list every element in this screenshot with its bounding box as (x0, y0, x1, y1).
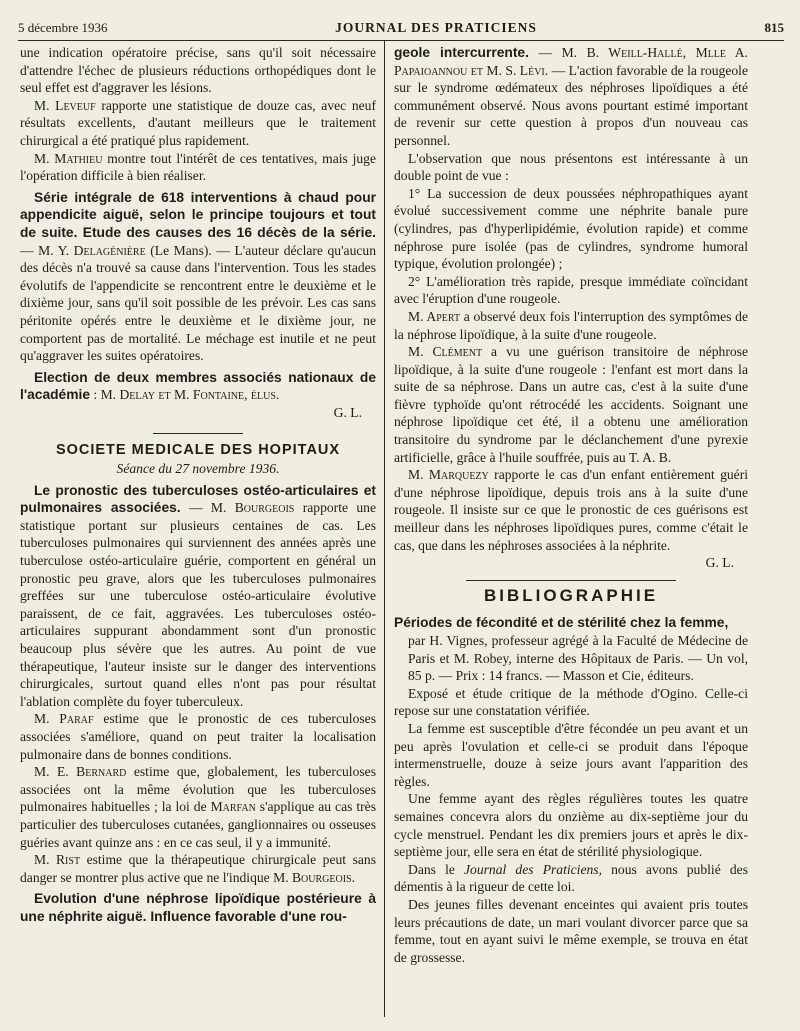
book-title: Périodes de fécondité et de stérilité chez la femme, (394, 615, 729, 631)
author-name: M. Rist (34, 852, 81, 868)
author-name: M. E. Bernard (34, 764, 127, 780)
paragraph (394, 308, 748, 343)
paragraph-text: a vu une guérison transitoire de néphrose lipoïdique, à la suite d'une rougeole : l'enfant est mort dans la suite de sa néphrose. Dans un autre cas, c'est à la suite d'une fièvre typhoïde qu'ont rétrocédé les accidents. Soignant une néphrose lipoïdique cet été, il a obtenu une amélioration transitoire du syndrome par le déclanchement d'une pyrexie artificielle, grâce à l'huile souffrée, puis au T. A. B. (394, 344, 748, 465)
column-divider (384, 40, 385, 1017)
paragraph-text: estime que le pronostic de ces tuberculoses associées s'améliore, quand on peut traiter la localisation pulmonaire dans de bonnes conditions. (20, 711, 376, 762)
right-column (394, 44, 748, 1023)
article-evolution (20, 890, 376, 925)
article-title: Le pronostic des tuberculoses ostéo-articulaires et pulmonaires associées. (20, 482, 376, 516)
paragraph (394, 466, 748, 554)
running-header (18, 14, 784, 41)
paragraph-text: : M. Delay et M. Fontaine, élus. (90, 387, 280, 403)
author-name: Marfan (210, 799, 256, 815)
section-session: Séance du 27 novembre 1936. (116, 461, 280, 477)
signoff: G. L. (705, 555, 734, 571)
author-name: M. Bourgeois. (273, 869, 356, 885)
paragraph-text: rapporte une statistique portant sur plusieurs centaines de cas. Les tuberculoses pulmonaires qui surviennent des années après une tuberculose ostéo-articulaire guérie, comportent en général un pronostic peu grave, alors que les tuberculoses pulmonaires greffées sur une tuberculose ostéo-articulaire évolutive paraissent, de ce fait, aggravées. Les tuberculoses ostéo-articulaires suppurant abondamment sont d'un pronostic beaucoup plus sévère que les autres. Au point de vue thérapeutique, l'auteur insiste sur le danger des interventions chirurgicales, surtout quand elles n'ont pas pour résultat l'ablation complète du foyer tuberculeux. (20, 500, 376, 709)
author-name: M. Clément (408, 344, 483, 360)
paragraph-text: estime que la thérapeutique chirurgicale peut sans danger se montrer plus active que ne l'indique (20, 852, 376, 885)
author-name: M. Mathieu (34, 150, 103, 166)
paragraph-text: rapporte le cas d'un enfant entièrement guéri d'une néphrose lipoïdique, depuis trois ans à la suite d'une rougeole. Il insiste sur ce que le pronostic de ces guérisons est meilleur dans les néphroses lipoïdiques pures, comme c'était le cas, que dans les néphroses associées à la néphrite. (394, 467, 748, 553)
paragraph: L'observation que nous présentons est intéressante à un double point de vue : (394, 150, 748, 184)
paragraph: une indication opératoire précise, sans qu'il soit nécessaire d'attendre l'échec de plusieurs réductions orthopédiques dont le seul effet est d'aggraver les lésions. (20, 45, 376, 96)
paragraph-text: montre tout l'intérêt de ces tentatives, mais juge l'opération difficile à bien réaliser. (20, 150, 376, 184)
paragraph (394, 343, 748, 466)
article-continuation (394, 44, 748, 150)
author-name: — M. B. Weill-Hallé, Mlle A. Papaioannou et M. S. Lévi. (394, 45, 748, 78)
paragraph (20, 150, 376, 185)
article-title: Election de deux membres associés nationaux de l'académie (20, 369, 376, 403)
section-rule (466, 580, 676, 581)
article-serie (20, 189, 376, 365)
author-name: — M. Y. Delagénière (20, 242, 146, 258)
paragraph-text: rapporte une statistique de douze cas, avec neuf résultats excellents, d'autant meilleurs que le traitement chirurgical a été pratiqué plus rapidement. (20, 97, 376, 148)
author-name: M. Leveuf (34, 97, 96, 113)
book-reference: par H. Vignes, professeur agrégé à la Faculté de Médecine de Paris et M. Robey, interne des Hôpitaux de Paris. — Un vol, 85 p. — Prix : 14 francs. — Masson et Cie, éditeurs. (408, 633, 748, 684)
journal-reference: Journal des Praticiens, (464, 861, 602, 877)
paragraph (20, 763, 376, 851)
section-rule (153, 433, 243, 434)
author-name: — M. Bourgeois (180, 500, 295, 516)
section-title: SOCIETE MEDICALE DES HOPITAUX (55, 442, 341, 459)
paragraph (20, 97, 376, 150)
header-date: 5 décembre 1936 (18, 20, 108, 35)
paragraph-text: s'applique au cas très particulier des tuberculoses cutanées, ganglionnaires ou osseuses guéries avant quinze ans : en ce cas seul, il y a immunité. (20, 799, 376, 850)
paragraph-text: a observé deux fois l'interruption des symptômes de la néphrose lipoïdique, à la suite d'une rougeole. (394, 308, 748, 342)
paragraph: La femme est susceptible d'être fécondée un peu avant et un peu après l'ovulation et celle-ci se produit dans l'époque intermenstruelle, douze à seize jours avant l'apparition des règles. (394, 720, 748, 789)
author-name: M. Marquezy (408, 467, 489, 483)
header-journal-title: JOURNAL DES PRATICIENS (335, 20, 537, 35)
bibliography-title: BIBLIOGRAPHIE (483, 585, 659, 605)
paragraph (394, 861, 748, 896)
paragraph: 1° La succession de deux poussées néphropathiques ayant évolué successivement comme une néphrite banale pure (cylindres, pas d'hyperlipidémie, évolution rapide) et comme néphrose pure isolée (pas de cylindres, syndrome humoral typique, évolution prolongée) ; (394, 185, 748, 272)
paragraph: Une femme ayant des règles régulières toutes les quatre semaines concevra alors du onzième au dix-septième jour du cycle menstruel. Pendant les dix premiers jours et après le dix-septième jour, elle sera en état de stérilité physiologique. (394, 791, 748, 860)
article-election (20, 369, 376, 404)
paragraph-text: Dans le (408, 861, 465, 877)
article-title: geole intercurrente. (394, 45, 529, 60)
paragraph (20, 851, 376, 886)
left-column (20, 44, 376, 1023)
article-prognostic (20, 482, 376, 711)
paragraph-text: — L'action favorable de la rougeole sur le syndrome œdémateux des néphroses lipoïdiques a été communément observé. Nous avons pourtant estimé important de revenir sur cette question à propos d'un nouveau cas personnel. (394, 62, 748, 148)
header-page-number: 815 (764, 20, 784, 35)
paragraph: 2° L'amélioration très rapide, presque immédiate coïncidant avec l'éruption d'une rougeole. (394, 273, 748, 307)
paragraph (20, 710, 376, 763)
article-title: Evolution d'une néphrose lipoïdique postérieure à une néphrite aiguë. Influence favorable d'une rou- (20, 891, 376, 924)
paragraph-text: nous avons publié des démentis à la rigueur de cette loi. (394, 861, 748, 895)
paragraph-text: (Le Mans). — L'auteur déclare qu'aucun des décès n'a trouvé sa cause dans l'intervention. Tous les stades évolutifs de l'appendicite se rencontrent entre le deuxième et le dixième jour, sans qu'il soit possible de les prévoir. Les cas sans péritonite opérés entre le deuxième et le dixième jour, ne comportent pas de mortalité. Le méchage est inutile et ne peut qu'aggraver les suites opératoires. (20, 242, 376, 364)
author-name: M. Paraf (34, 711, 94, 727)
paragraph-text: estime que, globalement, les tuberculoses associées ont la même évolution que les tuberculoses pulmonaires habituelles ; la loi de (20, 764, 376, 815)
paragraph: Exposé et étude critique de la méthode d'Ogino. Celle-ci repose sur une constatation vérifiée. (394, 685, 748, 719)
author-name: M. Apert (408, 308, 461, 324)
paragraph: Des jeunes filles devenant enceintes qui avaient pris toutes leurs précautions de date, un mari voulant divorcer parce que sa femme, tout en ayant suivi le même exemple, se trouva en état de grossesse. (394, 896, 748, 965)
article-title: Série intégrale de 618 interventions à chaud pour appendicite aiguë, selon le principe toujours et tout de suite. Etude des causes des 16 décès de la série. (20, 189, 376, 240)
signoff: G. L. (333, 404, 362, 420)
